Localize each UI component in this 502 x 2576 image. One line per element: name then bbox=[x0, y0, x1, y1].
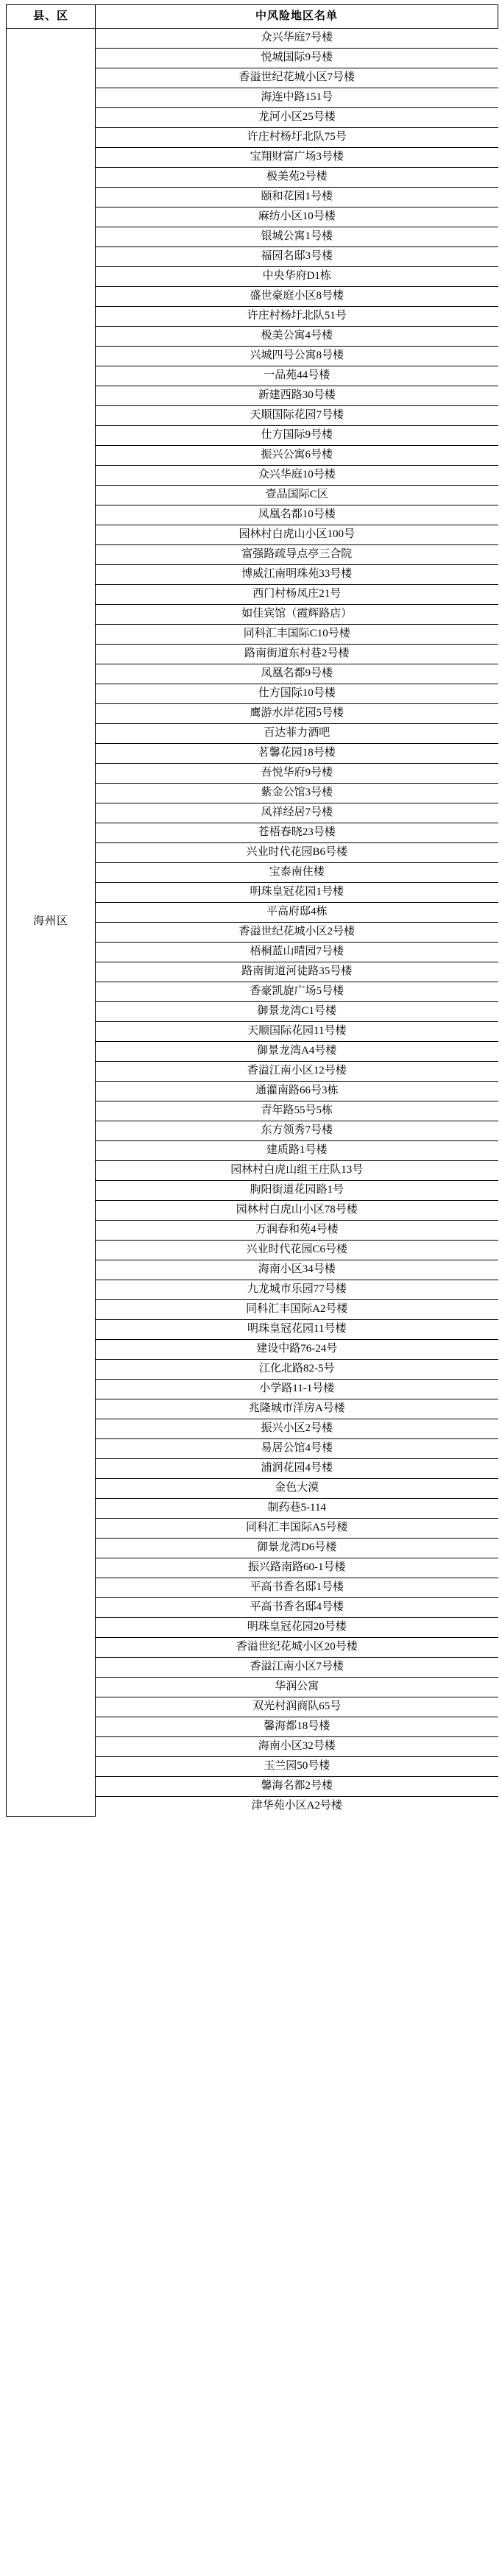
area-name: 御景龙湾A4号楼 bbox=[96, 1042, 498, 1062]
area-name: 壹品国际C区 bbox=[96, 486, 498, 505]
area-name: 海连中路151号 bbox=[96, 88, 498, 108]
area-name: 馨海都18号楼 bbox=[96, 1717, 498, 1737]
area-row bbox=[96, 943, 498, 962]
area-name: 天顺国际花园7号楼 bbox=[96, 406, 498, 426]
area-row bbox=[96, 962, 498, 982]
area-row bbox=[96, 883, 498, 903]
area-name: 众兴华庭10号楼 bbox=[96, 466, 498, 486]
area-name: 许庄村杨圩北队51号 bbox=[96, 307, 498, 327]
area-name: 吾悦华府9号楼 bbox=[96, 764, 498, 784]
column-header-list: 中风险地区名单 bbox=[96, 5, 498, 29]
area-name: 小学路11-1号楼 bbox=[96, 1380, 498, 1399]
area-name: 万润春和苑4号楼 bbox=[96, 1221, 498, 1241]
area-name: 凤祥经居7号楼 bbox=[96, 803, 498, 823]
area-row bbox=[96, 645, 498, 664]
area-row bbox=[96, 1479, 498, 1499]
area-name: 一品苑44号楼 bbox=[96, 366, 498, 386]
area-name: 茗馨花园18号楼 bbox=[96, 744, 498, 764]
area-row bbox=[96, 1300, 498, 1320]
area-name: 宝泰南住楼 bbox=[96, 863, 498, 883]
area-name: 天顺国际花园11号楼 bbox=[96, 1022, 498, 1042]
area-row bbox=[96, 128, 498, 148]
area-row bbox=[96, 505, 498, 525]
area-name: 西门村杨凤庄21号 bbox=[96, 585, 498, 605]
area-row bbox=[96, 1757, 498, 1777]
area-row bbox=[96, 1320, 498, 1340]
area-name: 园林村白虎山小区100号 bbox=[96, 525, 498, 545]
area-row bbox=[96, 1658, 498, 1678]
area-name: 银城公寓1号楼 bbox=[96, 227, 498, 247]
area-row bbox=[96, 1777, 498, 1797]
area-row bbox=[96, 1519, 498, 1539]
area-row bbox=[96, 1002, 498, 1022]
area-row bbox=[96, 982, 498, 1002]
area-name: 紫金公馆3号楼 bbox=[96, 784, 498, 803]
area-name: 九龙城市乐园77号楼 bbox=[96, 1280, 498, 1300]
area-name: 园林村白虎山小区78号楼 bbox=[96, 1201, 498, 1221]
area-row bbox=[96, 1539, 498, 1558]
area-name: 御景龙湾D6号楼 bbox=[96, 1539, 498, 1558]
area-name: 海南小区34号楼 bbox=[96, 1260, 498, 1280]
area-row bbox=[96, 347, 498, 366]
area-name: 江化北路82-5号 bbox=[96, 1360, 498, 1380]
area-row bbox=[96, 1638, 498, 1658]
area-row bbox=[96, 168, 498, 188]
area-name: 苍梧春晓23号楼 bbox=[96, 823, 498, 843]
area-name: 易居公馆4号楼 bbox=[96, 1439, 498, 1459]
area-name: 如佳宾馆（霞辉路店） bbox=[96, 605, 498, 625]
area-row bbox=[96, 625, 498, 645]
area-row bbox=[96, 446, 498, 466]
area-name: 振兴公寓6号楼 bbox=[96, 446, 498, 466]
district-name-cell: 海州区 bbox=[7, 29, 96, 1817]
area-row bbox=[96, 764, 498, 784]
area-row bbox=[96, 247, 498, 267]
area-row bbox=[96, 1360, 498, 1380]
area-row bbox=[96, 784, 498, 803]
area-row bbox=[96, 565, 498, 585]
area-row bbox=[96, 1439, 498, 1459]
area-row bbox=[96, 188, 498, 207]
area-row bbox=[96, 843, 498, 863]
area-row bbox=[96, 1578, 498, 1598]
area-row bbox=[96, 664, 498, 684]
area-name: 梧桐蓝山晴园7号楼 bbox=[96, 943, 498, 962]
area-row bbox=[96, 1717, 498, 1737]
area-name: 仕方国际10号楼 bbox=[96, 684, 498, 704]
area-row bbox=[96, 148, 498, 168]
area-row bbox=[96, 1459, 498, 1479]
area-row bbox=[96, 366, 498, 386]
area-row bbox=[96, 1797, 498, 1817]
area-name: 浦润花园4号楼 bbox=[96, 1459, 498, 1479]
area-name: 通灌南路66号3栋 bbox=[96, 1082, 498, 1101]
area-name: 路南街道东村巷2号楼 bbox=[96, 645, 498, 664]
area-name: 仕方国际9号楼 bbox=[96, 426, 498, 446]
area-name: 玉兰园50号楼 bbox=[96, 1757, 498, 1777]
area-row bbox=[96, 1380, 498, 1399]
area-row bbox=[96, 1221, 498, 1241]
risk-area-table bbox=[6, 4, 498, 1817]
area-name: 兴业时代花园C6号楼 bbox=[96, 1241, 498, 1260]
area-row bbox=[96, 1260, 498, 1280]
area-row bbox=[96, 426, 498, 446]
area-name: 极美公寓4号楼 bbox=[96, 327, 498, 347]
area-name: 同科汇丰国际C10号楼 bbox=[96, 625, 498, 645]
area-row bbox=[96, 1121, 498, 1141]
area-name: 香溢江南小区12号楼 bbox=[96, 1062, 498, 1082]
area-name: 朐阳街道花园路1号 bbox=[96, 1181, 498, 1201]
area-row bbox=[96, 1280, 498, 1300]
area-name: 凤凰名都10号楼 bbox=[96, 505, 498, 525]
area-name: 香豪凯旋广场5号楼 bbox=[96, 982, 498, 1002]
area-name: 兴业时代花园B6号楼 bbox=[96, 843, 498, 863]
area-name: 麻纺小区10号楼 bbox=[96, 207, 498, 227]
area-name: 盛世豪庭小区8号楼 bbox=[96, 287, 498, 307]
area-name: 御景龙湾C1号楼 bbox=[96, 1002, 498, 1022]
area-row bbox=[96, 585, 498, 605]
area-name: 香溢世纪花城小区2号楼 bbox=[96, 923, 498, 943]
area-name: 新建西路30号楼 bbox=[96, 386, 498, 406]
area-row bbox=[96, 903, 498, 923]
area-name: 明珠皇冠花园11号楼 bbox=[96, 1320, 498, 1340]
area-row bbox=[96, 1042, 498, 1062]
area-name: 建质路1号楼 bbox=[96, 1141, 498, 1161]
area-row bbox=[96, 1161, 498, 1181]
area-row bbox=[96, 1201, 498, 1221]
area-row bbox=[96, 1082, 498, 1101]
area-row bbox=[96, 287, 498, 307]
area-row bbox=[96, 704, 498, 724]
area-name: 颐和花园1号楼 bbox=[96, 188, 498, 207]
area-name: 众兴华庭7号楼 bbox=[96, 29, 498, 49]
area-name: 悦城国际9号楼 bbox=[96, 49, 498, 68]
area-row bbox=[96, 108, 498, 128]
area-row bbox=[96, 1062, 498, 1082]
area-row bbox=[96, 605, 498, 625]
area-name: 香溢江南小区7号楼 bbox=[96, 1658, 498, 1678]
area-row bbox=[96, 1499, 498, 1519]
area-row bbox=[96, 406, 498, 426]
area-row bbox=[96, 1022, 498, 1042]
area-row bbox=[96, 744, 498, 764]
area-row bbox=[96, 307, 498, 327]
area-name: 平高书香名邸1号楼 bbox=[96, 1578, 498, 1598]
area-row bbox=[96, 724, 498, 744]
area-row bbox=[96, 923, 498, 943]
area-row bbox=[96, 823, 498, 843]
area-name: 明珠皇冠花园1号楼 bbox=[96, 883, 498, 903]
area-name: 凤凰名都9号楼 bbox=[96, 664, 498, 684]
area-row bbox=[96, 68, 498, 88]
area-name: 路南街道河徒路35号楼 bbox=[96, 962, 498, 982]
area-row bbox=[96, 1598, 498, 1618]
area-row bbox=[96, 1181, 498, 1201]
area-row bbox=[96, 1101, 498, 1121]
area-name: 兴城四号公寓8号楼 bbox=[96, 347, 498, 366]
area-row bbox=[96, 803, 498, 823]
area-name: 百达菲力酒吧 bbox=[96, 724, 498, 744]
table-row bbox=[7, 29, 498, 1817]
area-list-body bbox=[96, 29, 498, 1816]
area-name: 园林村白虎山组王庄队13号 bbox=[96, 1161, 498, 1181]
area-row bbox=[96, 1618, 498, 1638]
area-name: 中央华府D1栋 bbox=[96, 267, 498, 287]
area-name: 振兴小区2号楼 bbox=[96, 1419, 498, 1439]
area-row bbox=[96, 29, 498, 49]
area-row bbox=[96, 1419, 498, 1439]
area-name: 福园名邸3号楼 bbox=[96, 247, 498, 267]
table-header bbox=[7, 5, 498, 29]
column-header-district: 县、区 bbox=[7, 5, 96, 29]
area-name: 建设中路76-24号 bbox=[96, 1340, 498, 1360]
area-row bbox=[96, 327, 498, 347]
area-name: 东方领秀7号楼 bbox=[96, 1121, 498, 1141]
area-row bbox=[96, 525, 498, 545]
area-name: 华润公寓 bbox=[96, 1678, 498, 1697]
area-name: 振兴路南路60-1号楼 bbox=[96, 1558, 498, 1578]
table-body bbox=[7, 29, 498, 1817]
area-row bbox=[96, 1141, 498, 1161]
area-row bbox=[96, 466, 498, 486]
area-list-table bbox=[96, 29, 498, 1816]
area-row bbox=[96, 1340, 498, 1360]
area-row bbox=[96, 1678, 498, 1697]
area-name: 海南小区32号楼 bbox=[96, 1737, 498, 1757]
area-name: 馨海名都2号楼 bbox=[96, 1777, 498, 1797]
area-row bbox=[96, 1241, 498, 1260]
area-name: 青年路55号5栋 bbox=[96, 1101, 498, 1121]
area-row bbox=[96, 486, 498, 505]
area-row bbox=[96, 267, 498, 287]
area-name: 极美苑2号楼 bbox=[96, 168, 498, 188]
area-list-cell bbox=[96, 29, 498, 1817]
area-row bbox=[96, 227, 498, 247]
area-row bbox=[96, 1558, 498, 1578]
area-name: 双光村润商队65号 bbox=[96, 1697, 498, 1717]
area-row bbox=[96, 386, 498, 406]
area-name: 宝翔财富广场3号楼 bbox=[96, 148, 498, 168]
area-row bbox=[96, 1737, 498, 1757]
area-name: 鹰游水岸花园5号楼 bbox=[96, 704, 498, 724]
area-row bbox=[96, 49, 498, 68]
area-name: 富强路疏导点亭三合院 bbox=[96, 545, 498, 565]
area-row bbox=[96, 1697, 498, 1717]
area-name: 津华苑小区A2号楼 bbox=[96, 1797, 498, 1817]
area-name: 同科汇丰国际A2号楼 bbox=[96, 1300, 498, 1320]
area-name: 香溢世纪花城小区7号楼 bbox=[96, 68, 498, 88]
area-row bbox=[96, 88, 498, 108]
area-name: 龙河小区25号楼 bbox=[96, 108, 498, 128]
area-row bbox=[96, 545, 498, 565]
area-name: 许庄村杨圩北队75号 bbox=[96, 128, 498, 148]
area-row bbox=[96, 207, 498, 227]
area-name: 平高府邸4栋 bbox=[96, 903, 498, 923]
area-name: 香溢世纪花城小区20号楼 bbox=[96, 1638, 498, 1658]
area-name: 平高书香名邸4号楼 bbox=[96, 1598, 498, 1618]
area-row bbox=[96, 684, 498, 704]
area-row bbox=[96, 863, 498, 883]
area-name: 金色大漠 bbox=[96, 1479, 498, 1499]
area-name: 明珠皇冠花园20号楼 bbox=[96, 1618, 498, 1638]
area-name: 制药巷5-114 bbox=[96, 1499, 498, 1519]
area-name: 兆隆城市洋房A号楼 bbox=[96, 1399, 498, 1419]
area-name: 博威江南明珠苑33号楼 bbox=[96, 565, 498, 585]
area-row bbox=[96, 1399, 498, 1419]
table-header-row bbox=[7, 5, 498, 29]
area-name: 同科汇丰国际A5号楼 bbox=[96, 1519, 498, 1539]
